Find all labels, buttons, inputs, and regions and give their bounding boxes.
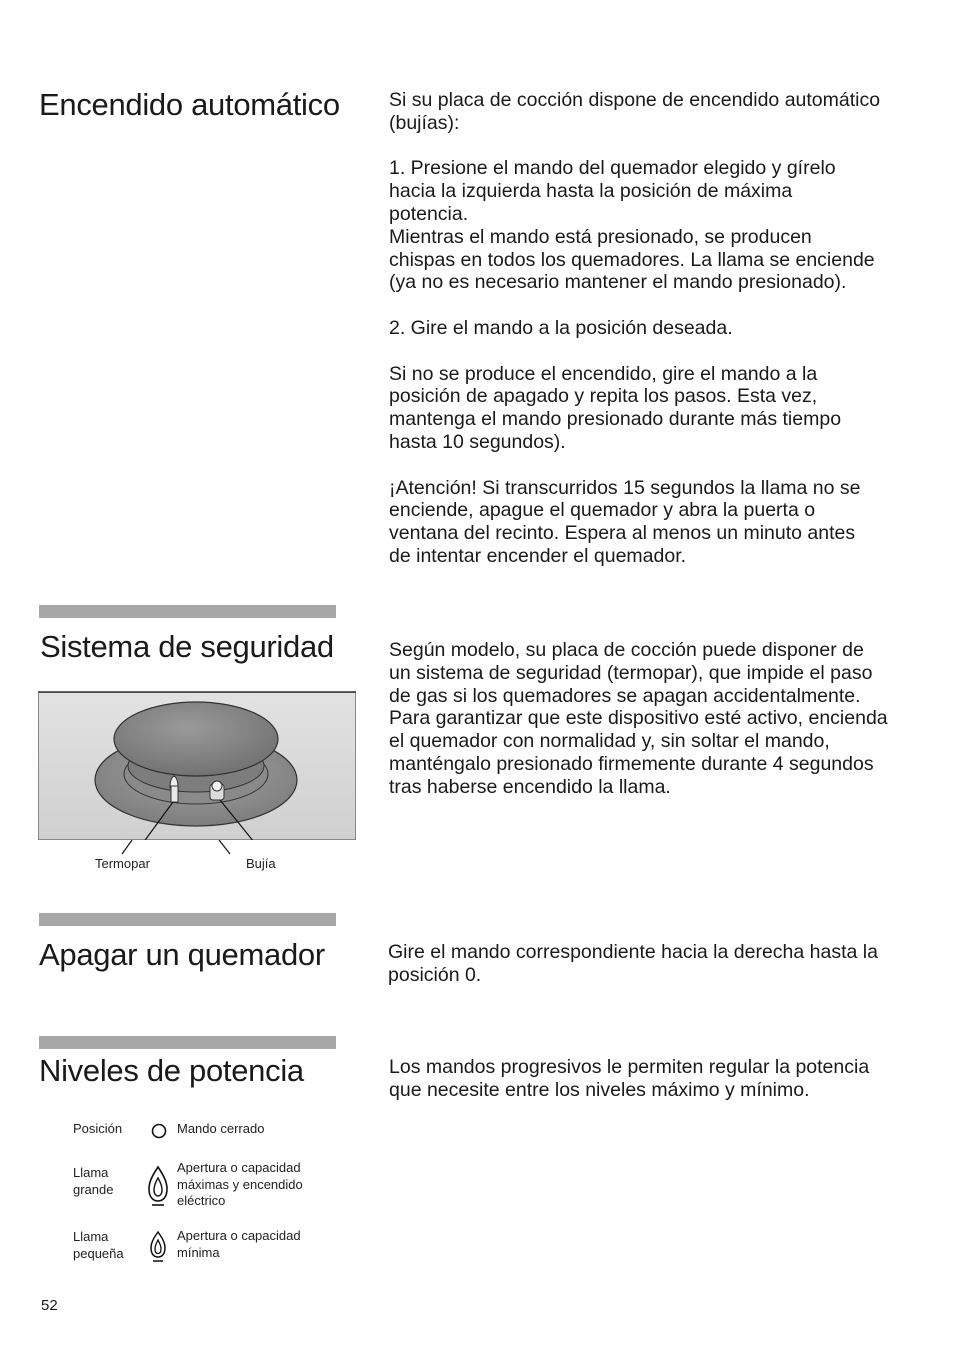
auto-ignition-step-1: 1. Presione el mando del quemador elegido y gírelo hacia la izquierda hasta la posición de máxima potencia. <box>389 157 836 225</box>
section-divider <box>39 605 336 618</box>
section-title-safety-system: Sistema de seguridad <box>40 629 334 664</box>
closed-circle-icon <box>150 1122 168 1140</box>
legend-desc-small-flame: Apertura o capacidad mínima <box>177 1228 301 1260</box>
section-title-auto-ignition: Encendido automático <box>39 87 340 122</box>
legend-label-position: Posición <box>73 1121 123 1136</box>
legend-label-small-flame: Llama pequeña <box>73 1229 124 1261</box>
page-number: 52 <box>41 1297 58 1314</box>
section-divider <box>39 913 336 926</box>
section-title-power-levels: Niveles de potencia <box>39 1053 304 1088</box>
auto-ignition-step-2: 2. Gire el mando a la posición deseada. <box>389 316 733 339</box>
power-levels-body: Los mandos progresivos le permiten regular la potencia que necesite entre los niveles máximo y mínimo. <box>389 1056 870 1101</box>
auto-ignition-body <box>389 89 889 568</box>
spark-plug-label: Bujía <box>246 856 276 871</box>
section-title-turn-off: Apagar un quemador <box>39 937 325 972</box>
section-divider <box>39 1036 336 1049</box>
burner-illustration <box>38 690 356 840</box>
legend-desc-closed: Mando cerrado <box>177 1121 265 1136</box>
safety-system-body: Según modelo, su placa de cocción puede disponer de un sistema de seguridad (termopar), que impide el paso de gas si los quemadores se apagan accidentalmente. Para garantizar que este dispositivo esté activo, encienda el quemador con normalidad y, sin soltar el mando, manténgalo presionado firmemente durante 4 segundos tras haberse encendido la llama. <box>389 639 888 798</box>
auto-ignition-intro: Si su placa de cocción dispone de encendido automático (bujías): <box>389 89 881 134</box>
thermocouple-label: Termopar <box>95 856 150 871</box>
auto-ignition-step-1-note: Mientras el mando está presionado, se producen chispas en todos los quemadores. La llama se enciende (ya no es necesario mantener el mando presionado). <box>389 225 875 294</box>
large-flame-icon <box>146 1164 170 1210</box>
auto-ignition-warning: ¡Atención! Si transcurridos 15 segundos la llama no se enciende, apague el quemador y abra la puerta o ventana del recinto. Espera al menos un minuto antes de intentar encender el quemador. <box>389 476 861 567</box>
legend-label-large-flame: Llama grande <box>73 1165 114 1197</box>
small-flame-icon <box>148 1230 168 1266</box>
turn-off-body: Gire el mando correspondiente hacia la derecha hasta la posición 0. <box>388 941 878 986</box>
auto-ignition-retry: Si no se produce el encendido, gire el mando a la posición de apagado y repita los pasos. Esta vez, mantenga el mando presionado durante más tiempo hasta 10 segundos). <box>389 362 842 453</box>
legend-desc-large-flame: Apertura o capacidad máximas y encendido eléctrico <box>177 1160 303 1208</box>
